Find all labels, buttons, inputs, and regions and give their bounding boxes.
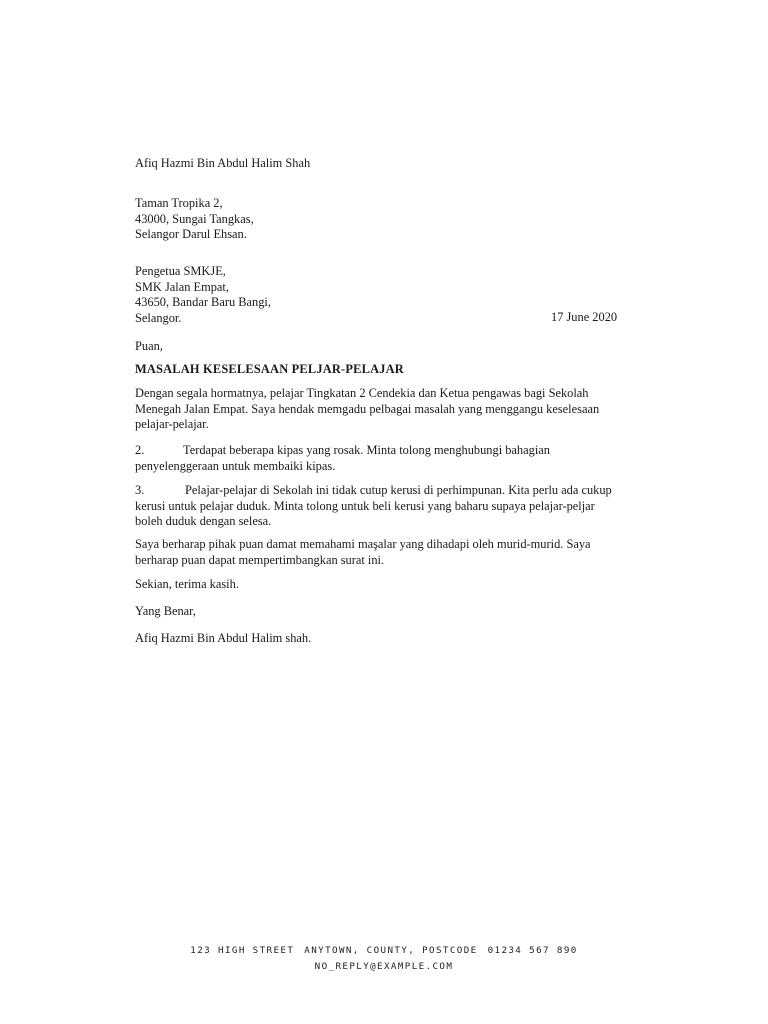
paragraph-point-3 — [135, 483, 635, 530]
paragraph-1 — [135, 386, 635, 433]
sign-off: Yang Benar, — [135, 604, 196, 618]
paragraph-line: berharap puan dapat mempertimbangkan surat ini. — [135, 552, 385, 567]
sender-name: Afiq Hazmi Bin Abdul Halim Shah — [135, 156, 311, 170]
letter-date: 17 June 2020 — [551, 310, 618, 324]
sender-address-line: Selangor Darul Ehsan. — [135, 227, 247, 242]
footer-email: NO_REPLY@EXAMPLE.COM — [314, 961, 454, 972]
paragraph-line: penyelenggeraan untuk membaiki kipas. — [135, 458, 336, 473]
footer-town: ANYTOWN, COUNTY, POSTCODE — [304, 945, 478, 956]
sender-address — [135, 196, 635, 243]
paragraph-line: kerusi untuk pelajar duduk. Minta tolong untuk beli kerusi yang baharu supaya pelajar-peljar — [135, 498, 595, 513]
salutation: Puan, — [135, 339, 163, 353]
recipient-line: SMK Jalan Empat, — [135, 279, 229, 294]
point-number: 3. — [135, 483, 145, 497]
signature-name: Afiq Hazmi Bin Abdul Halim shah. — [135, 631, 312, 645]
paragraph-line: Terdapat beberapa kipas yang rosak. Minta tolong menghubungi bahagian — [183, 443, 550, 457]
paragraph-4 — [135, 537, 635, 568]
point-number: 2. — [135, 443, 145, 457]
sender-address-line: Taman Tropika 2, — [135, 196, 223, 210]
paragraph-line: pelajar-pelajar. — [135, 417, 209, 432]
paragraph-line: boleh duduk dengan selesa. — [135, 514, 272, 529]
recipient-line: Pengetua SMKJE, — [135, 264, 226, 278]
recipient-line: Selangor. — [135, 310, 182, 325]
recipient-line: 43650, Bandar Baru Bangi, — [135, 295, 271, 310]
paragraph-line: Dengan segala hormatnya, pelajar Tingkatan 2 Cendekia dan Ketua pengawas bagi Sekolah — [135, 386, 589, 400]
subject-heading: MASALAH KESELESAAN PELJAR-PELAJAR — [135, 362, 404, 376]
footer-address — [0, 943, 768, 959]
paragraph-line: Menegah Jalan Empat. Saya hendak memgadu pelbagai masalah yang menggangu keselesaan — [135, 401, 600, 416]
closing-line: Sekian, terima kasih. — [135, 577, 239, 591]
footer-phone: 01234 567 890 — [487, 945, 578, 956]
sender-address-line: 43000, Sungai Tangkas, — [135, 211, 254, 226]
paragraph-line: Pelajar-pelajar di Sekolah ini tidak cutup kerusi di perhimpunan. Kita perlu ada cukup — [185, 483, 612, 497]
paragraph-point-2 — [135, 443, 635, 474]
footer-street: 123 HIGH STREET — [190, 945, 295, 956]
paragraph-line: Saya berharap pihak puan damat memahami maşalar yang dihadapi oleh murid-murid. Saya — [135, 537, 591, 551]
